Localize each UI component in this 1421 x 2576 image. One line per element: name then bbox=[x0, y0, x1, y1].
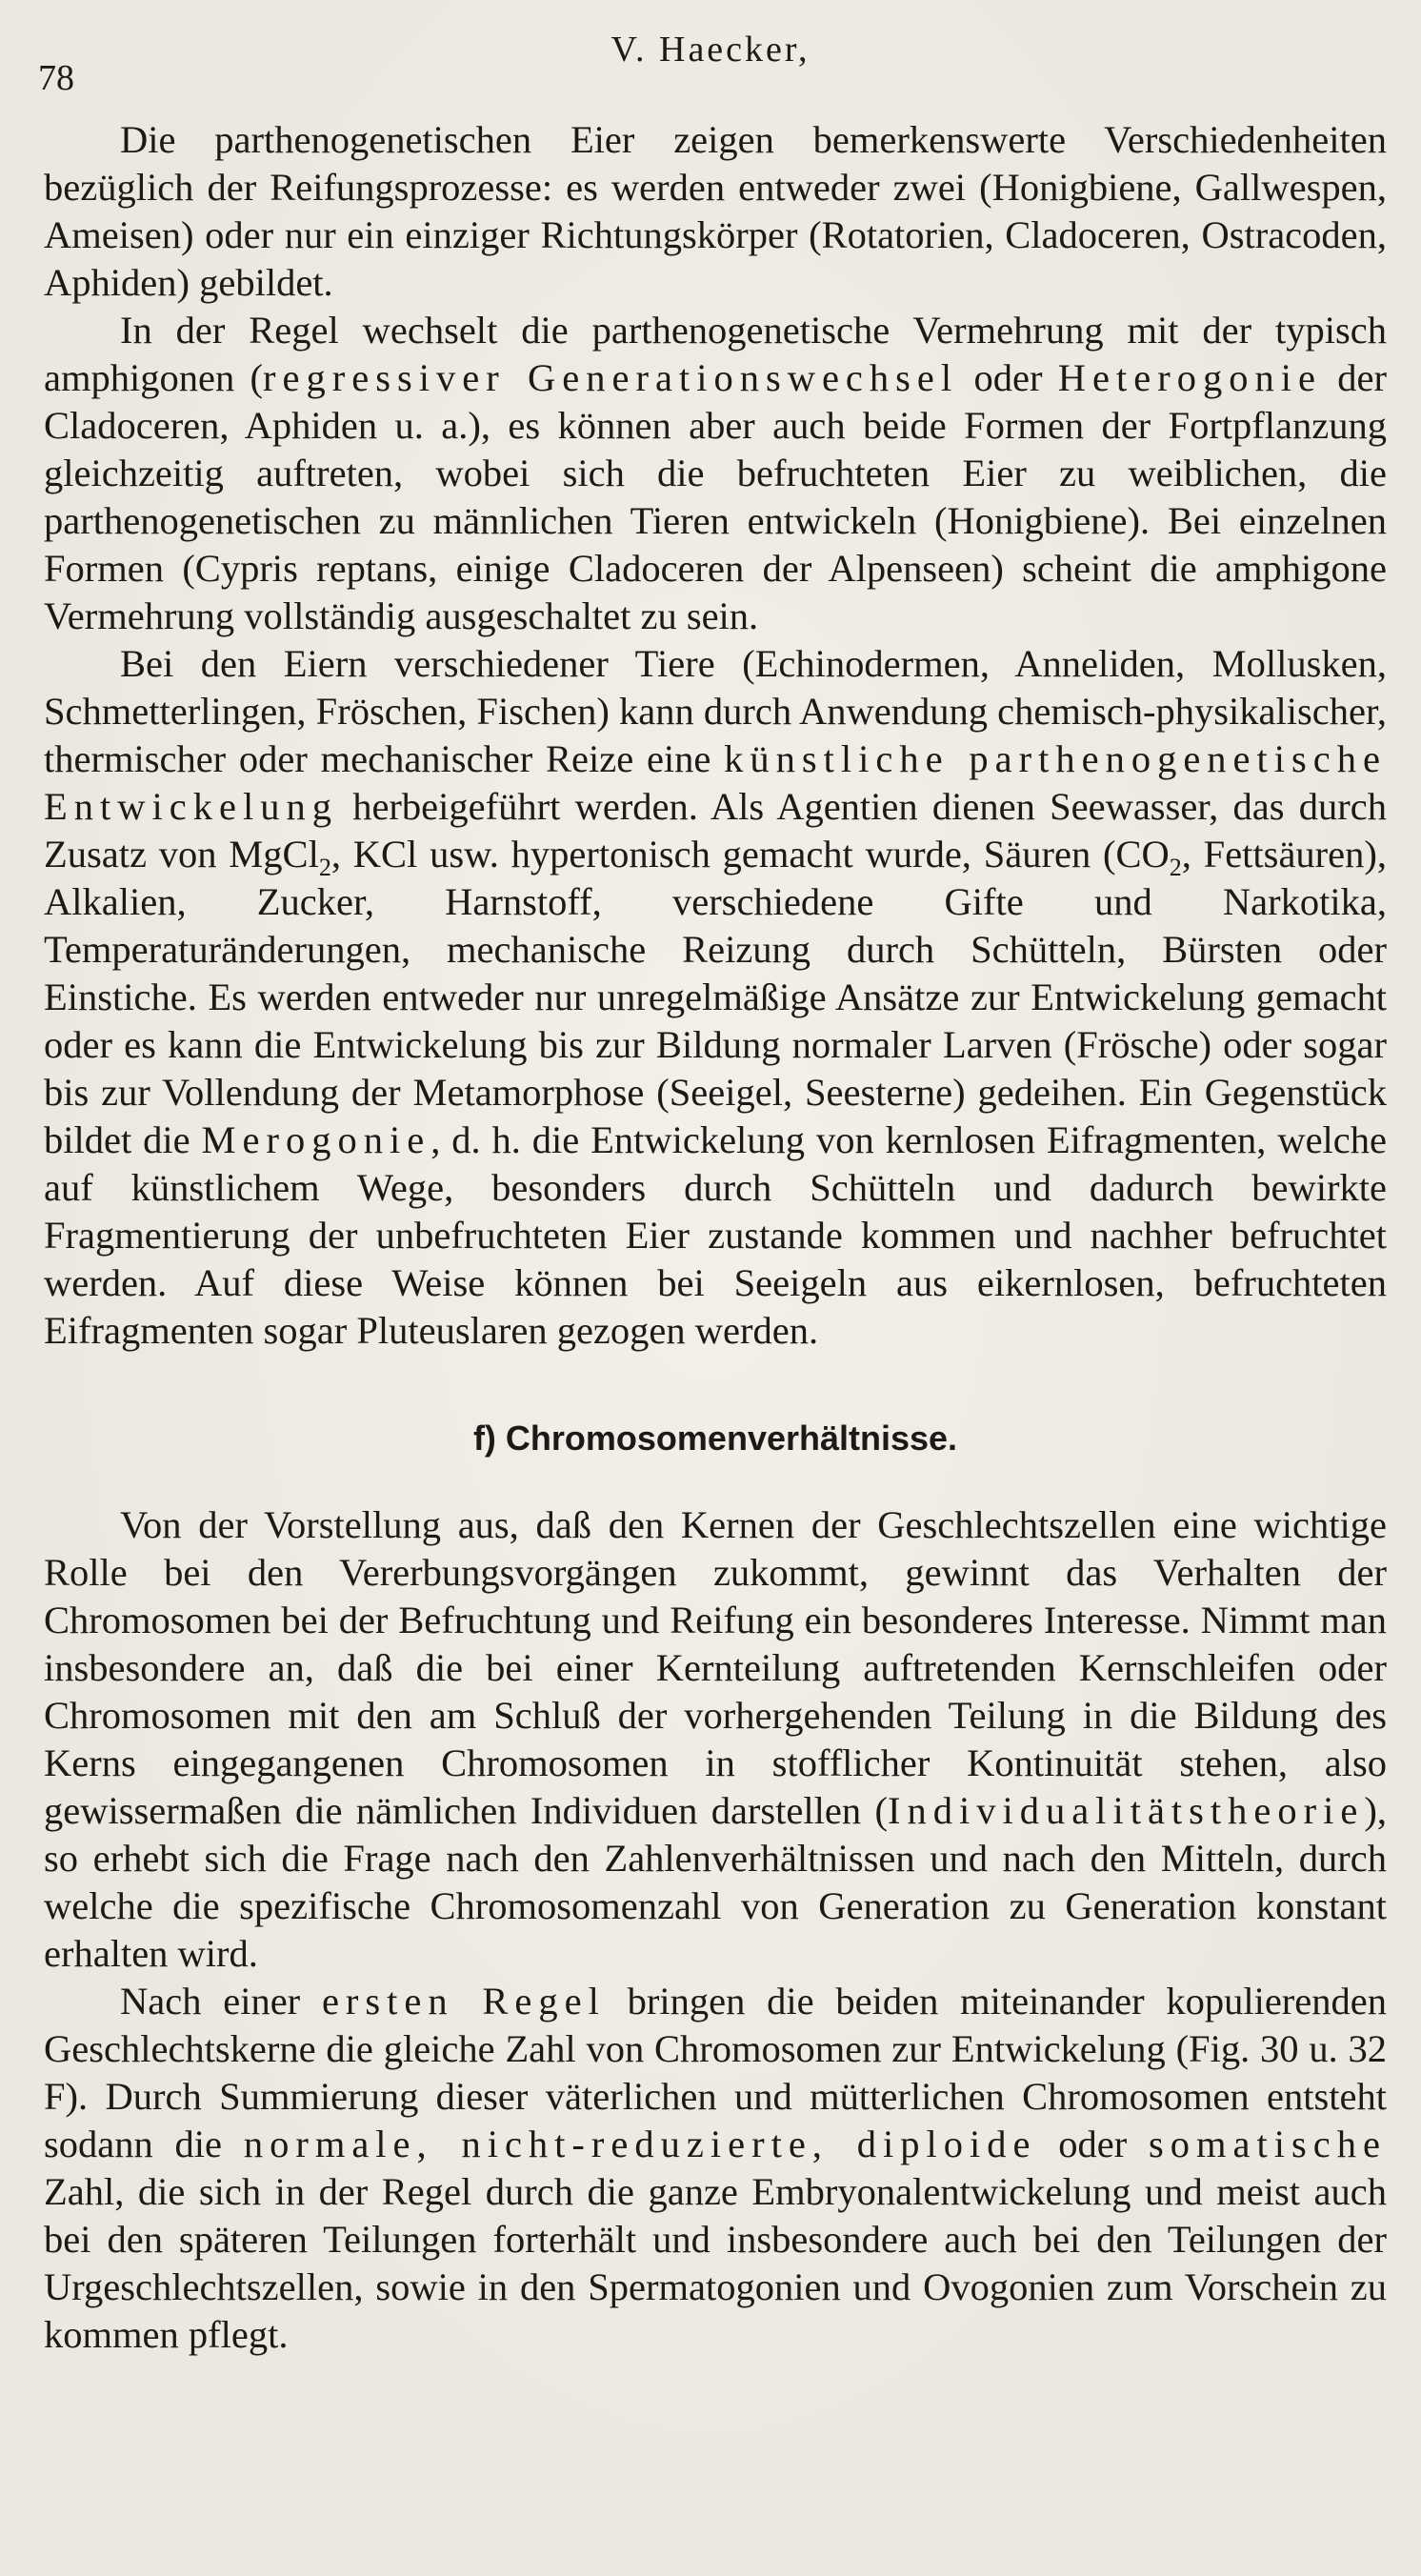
section-heading: f) Chromosomenverhältnisse. bbox=[472, 1419, 958, 1458]
spaced-term: somatische bbox=[1149, 2123, 1388, 2165]
spaced-term: regressiver Generationswechsel bbox=[263, 356, 959, 399]
spaced-term: Individualitätstheorie bbox=[887, 1789, 1365, 1832]
text-run: Zahl, die sich in der Regel durch die ganze Embryonalentwickelung und meist auch bei den späteren Teilungen forterhält und insbesondere auch bei den Teilungen der Urgeschlechtszellen, sowie in den Spermatogonien und Ovogonien zum Vorschein zu kommen pflegt. bbox=[44, 2170, 1387, 2356]
subscript: 2 bbox=[318, 854, 331, 882]
page-number: 78 bbox=[38, 58, 74, 98]
paragraph-kuenstliche-parthenogenese bbox=[44, 640, 1387, 1355]
spaced-term: Heterogonie bbox=[1057, 356, 1322, 399]
paragraph-chromosomen bbox=[44, 1501, 1387, 1978]
text-run: der Cladoceren, Aphiden u. a.), es können aber auch beide Formen der Fortpflanzung gleichzeitig auftreten, wobei sich die befruchteten Eier zu weiblichen, die parthenogenetischen zu männlichen Tieren entwickeln (Honigbiene). Bei einzelnen Formen (Cypris reptans, einige Cladoceren der Alpenseen) scheint die amphigone Vermehrung vollständig ausgeschaltet zu sein. bbox=[44, 356, 1387, 637]
spaced-term: künstliche parthenogenetische Entwickelung bbox=[44, 737, 1387, 828]
text-run: In der Regel wechselt die parthenogenetische Vermehrung mit der typisch amphigonen ( bbox=[44, 309, 1387, 399]
spaced-term: normale, nicht-reduzierte, diploide bbox=[243, 2123, 1037, 2165]
paragraph-heterogonie bbox=[44, 307, 1387, 640]
text-run: oder bbox=[1036, 2123, 1150, 2165]
text-run: oder bbox=[958, 356, 1058, 399]
body-text bbox=[44, 116, 1387, 2359]
spaced-term: Merogonie bbox=[201, 1118, 431, 1161]
text-run: bringen die beiden miteinander kopulierenden Geschlechtskerne die gleiche Zahl von Chromosomen zur Entwickelung (Fig. 30 u. 32 F). Durch Summierung dieser väterlichen und mütterlichen Chromosomen entsteht sodann die bbox=[44, 1980, 1387, 2165]
text-run: Nach einer bbox=[120, 1980, 322, 2023]
text-run: Bei den Eiern verschiedener Tiere (Echinodermen, Anneliden, Mollusken, Schmetterlingen, Fröschen, Fischen) kann durch Anwendung chemisch-physikalischer, thermischer oder mechanischer Reize eine bbox=[44, 642, 1387, 780]
text-run: ), so erhebt sich die Frage nach den Zahlenverhältnissen und nach den Mitteln, durch welche die spezifische Chromosomenzahl von Generation zu Generation konstant erhalten wird. bbox=[44, 1789, 1387, 1975]
text-run: , d. h. die Entwickelung von kernlosen Eifragmenten, welche auf künstlichem Wege, besonders durch Schütteln und dadurch bewirkte Fragmentierung der unbefruchteten Eier zustande kommen und nachher befruchtet werden. Auf diese Weise können bei Seeigeln aus eikernlosen, befruchteten Eifragmenten sogar Pluteuslaren gezogen werden. bbox=[44, 1118, 1388, 1352]
text-run: herbeigeführt werden. Als Agentien dienen Seewasser, das durch Zusatz von MgCl bbox=[44, 785, 1387, 875]
text-run: Von der Vorstellung aus, daß den Kernen der Geschlechtszellen eine wichtige Rolle bei den Vererbungsvorgängen zukommt, gewinnt das Verhalten der Chromosomen bei der Befruchtung und Reifung ein besonderes Interesse. Nimmt man insbesondere an, daß die bei einer Kernteilung auftretenden Kernschleifen oder Chromosomen mit den am Schluß der vorhergehenden Teilung in die Bildung des Kerns eingegangenen Chromosomen in stofflicher Kontinuität stehen, also gewissermaßen die nämlichen Individuen darstellen ( bbox=[44, 1503, 1387, 1832]
text-run: , Fettsäuren), Alkalien, Zucker, Harnstoff, verschiedene Gifte und Narkotika, Temperaturänderungen, mechanische Reizung durch Schütteln, Bürsten oder Einstiche. Es werden entweder nur unregelmäßige Ansätze zur Entwickelung gemacht oder es kann die Entwickelung bis zur Bildung normaler Larven (Frösche) oder sogar bis zur Vollendung der Metamorphose (Seeigel, Seesterne) gedeihen. Ein Gegenstück bildet die bbox=[44, 833, 1387, 1161]
spaced-term: ersten Regel bbox=[321, 1980, 606, 2023]
text-run: , KCl usw. hypertonisch gemacht wurde, Säuren (CO bbox=[330, 833, 1170, 875]
paragraph-erste-regel bbox=[44, 1978, 1387, 2359]
running-head: V. Haecker, bbox=[610, 30, 811, 70]
paragraph-reifung: Die parthenogenetischen Eier zeigen bemerkenswerte Verschiedenheiten bezüglich der Reifungsprozesse: es werden entweder zwei (Honigbiene, Gallwespen, Ameisen) oder nur ein einziger Richtungskörper (Rotatorien, Cladoceren, Ostracoden, Aphiden) gebildet. bbox=[44, 118, 1387, 304]
page-header bbox=[0, 29, 1421, 98]
subscript: 2 bbox=[1169, 854, 1182, 882]
